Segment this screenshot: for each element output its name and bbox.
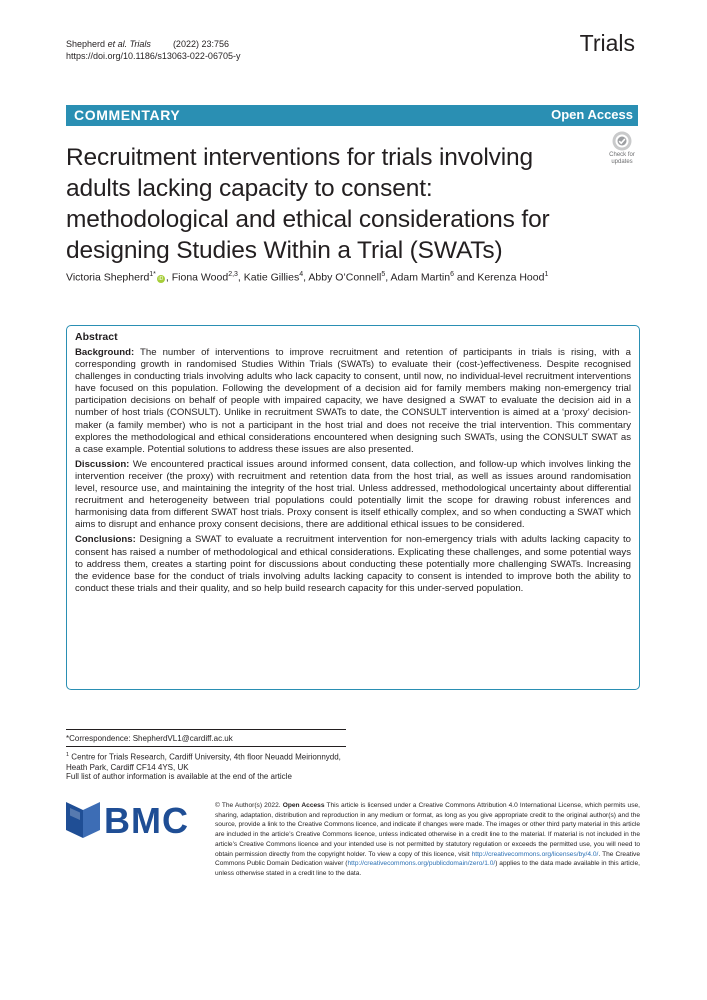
conclusions-label: Conclusions: [75, 534, 136, 546]
article-type: COMMENTARY [74, 107, 181, 123]
cc-by-link[interactable]: http://creativecommons.org/licenses/by/4.0/ [471, 850, 599, 858]
footnote-divider [66, 729, 346, 730]
discussion-text: We encountered practical issues around informed consent, data collection, and follow-up which involves linking the intervention receiver (the proxy) with recruitment and retention data from the host trial, as well as issues around randomisation level, resource use, and maintaining the integrity of the host trial. Unless addressed, methodological uncertainty about differential recruitment and heterogeneity between trial populations could potentially limit the scope for drawing robust inferences and harmonising data from different SWAT host trials. Proxy consent is itself ethically complex, and so when conducting a SWAT which aims to disrupt and enhance proxy consent decisions, there are additional ethical issues to be considered. [75, 458, 631, 531]
header-et-al: et al. [107, 39, 128, 49]
author-affiliation-sup: 6 [450, 271, 454, 278]
open-access-label: Open Access [551, 107, 633, 122]
article-type-banner [66, 105, 638, 126]
check-for-updates-badge[interactable] [604, 131, 640, 165]
abstract-heading: Abstract [75, 331, 118, 343]
author-name[interactable]: Adam Martin [390, 271, 451, 284]
footnote-divider [66, 746, 346, 747]
author-name[interactable]: Kerenza Hood [477, 271, 545, 284]
abstract-box [66, 325, 640, 690]
correspondence[interactable]: *Correspondence: ShepherdVL1@cardiff.ac.uk [66, 734, 233, 743]
bmc-logo [66, 800, 198, 840]
journal-name: Trials [579, 30, 635, 56]
header-citation: (2022) 23:756 [172, 39, 229, 49]
discussion-label: Discussion: [75, 458, 130, 470]
background-text: The number of interventions to improve recruitment and retention of participants in trials is rising, with a corresponding growth in randomised Studies Within Trials (SWATs) to evaluate their (cost-)effectiveness. Despite recognised challenges in conducting trials involving adults who lack capacity to consent, until now, no individual-level recruitment interventions have focused on this population. Following the development of a decision aid for family members making non-emergency trial participation decisions on behalf of people with impaired capacity, we have designed a SWAT to evaluate the decision aid in a number of host trials (CONSULT). Unlike in recruitment SWATs to date, the CONSULT intervention is aimed at a ‘proxy’ decision-maker (a family member) who is not a participant in the host trial and does not receive the trial intervention. This commentary explores the methodological and ethical considerations encountered when designing such SWATs, using the CONSULT SWAT as a case example. Potential solutions to address these issues are also presented. [75, 347, 631, 455]
abstract-background [75, 347, 631, 456]
author-affiliation-sup: 1 [544, 271, 549, 278]
conclusions-text: Designing a SWAT to evaluate a recruitment intervention for non-emergency trials with adults lacking capacity to consent has raised a number of methodological and ethical considerations. Explicating these challenges, and some potential ways to address them, creates a starting point for discussions about conducting these potentially more challenging SWATs. Increasing the evidence base for the conduct of trials involving adults lacking capacity to consent is intended to improve both the ability to conduct these trials and their quality, and so help build research capacity for this under-served population. [75, 534, 631, 594]
author-name[interactable]: Katie Gillies [243, 271, 300, 284]
author-affiliation-sup: 5 [381, 271, 386, 278]
author-list: Victoria Shepherd$^{1*}$iD , Fiona Wood$^{2,3}$, Katie Gillies$^4$, Abby O’Connell$^5$, Adam Martin$^6$ and Kerenza Hood$^1$ [66, 271, 549, 284]
bmc-logo-icon [66, 802, 100, 838]
bmc-logo-text: BMC [104, 800, 189, 841]
citation-line [66, 38, 240, 50]
author-affiliation-sup: 1* [149, 271, 156, 278]
abstract-conclusions [75, 534, 631, 594]
header-author: Shepherd [66, 39, 106, 49]
author-affiliation-sup: 2,3 [228, 271, 238, 278]
abstract-discussion [75, 459, 631, 532]
running-header [66, 38, 240, 62]
article-title: Recruitment interventions for trials involving adults lacking capacity to consent: methodological and ethical considerations for designing Studies Within a Trial (SWATs) [66, 144, 550, 264]
author-name[interactable]: Fiona Wood [171, 271, 229, 284]
full-author-info-note: Full list of author information is available at the end of the article [66, 772, 292, 781]
orcid-icon[interactable]: iD [158, 275, 164, 282]
author-name[interactable]: Victoria Shepherd [66, 271, 150, 284]
author-name[interactable]: Abby O’Connell [308, 271, 382, 284]
header-journal: Trials [129, 39, 151, 49]
background-label: Background: [75, 347, 135, 358]
cc-zero-link[interactable]: http://creativecommons.org/publicdomain/zero/1.0/ [347, 860, 496, 868]
affiliation: $^1$ Centre for Trials Research, Cardiff University, 4th floor Neuadd Meirionnydd, Heath Park, Cardiff CF14 4YS, UK [66, 752, 341, 773]
license-statement: © The Author(s) 2022. Open Access This article is licensed under a Creative Commons Attribution 4.0 International License, which permits use, sharing, adaptation, distribution and reproduction in any medium or format, as long as you give appropriate credit to the original author(s) and the source, provide a link to the Creative Commons licence, and indicate if changes were made. The images or other third party material in this article are included in the article’s Creative Commons licence, unless indicated otherwise in a credit line to the material. If material is not included in the article’s Creative Commons licence and your intended use is not permitted by statutory regulation or exceeds the permitted use, you will need to obtain permission directly from the copyright holder. To view a copy of this licence, visit http://creativecommons.org/licenses/by/4.0/. The Creative Commons Public Domain Dedication waiver (http://creativecommons.org/publicdomain/zero/1.0/) applies to the data made available in this article, unless otherwise stated in a credit line to the data. [215, 802, 641, 877]
check-updates-icon [612, 131, 632, 151]
doi-link[interactable]: https://doi.org/10.1186/s13063-022-06705-y [66, 51, 241, 61]
check-updates-line2: updates [611, 159, 633, 165]
check-updates-line1: Check for [609, 152, 635, 158]
author-affiliation-sup: 4 [299, 271, 304, 278]
